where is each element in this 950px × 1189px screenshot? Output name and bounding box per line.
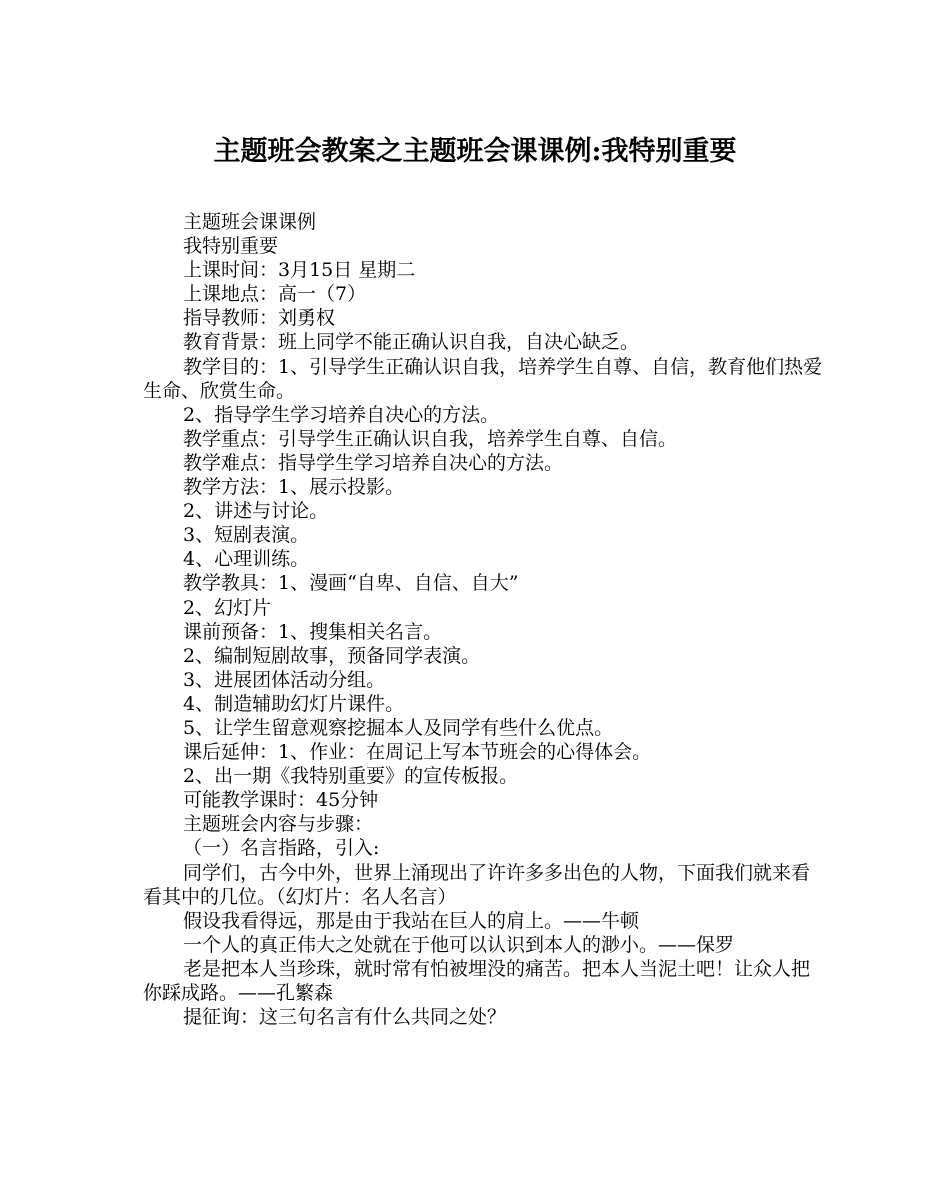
paragraph-14: 4、心理训练。 (183, 548, 310, 571)
paragraph-5: 指导教师：刘勇权 (183, 307, 336, 330)
paragraph-1: 主题班会课课例 (183, 211, 317, 233)
paragraph-30: 老是把本人当珍珠，就时常有怕被埋没的痛苦。把本人当泥土吧！让众人把你踩成路。——孔繁森 (143, 957, 811, 1004)
paragraph-27: 同学们，古今中外，世界上涌现出了许许多多出色的人物，下面我们就来看看其中的几位。（幻灯片：名人名言） (143, 861, 811, 908)
paragraph-25: 主题班会内容与步骤： (183, 813, 374, 836)
paragraph-31: 提征询：这三句名言有什么共同之处？ (183, 1006, 507, 1029)
paragraph-19: 3、进展团体活动分组。 (183, 668, 386, 691)
paragraph-15: 教学教具：1、漫画“自卑、自信、自大” (183, 572, 519, 595)
paragraph-2: 我特别重要 (183, 235, 279, 258)
paragraph-6: 教育背景：班上同学不能正确认识自我，自决心缺乏。 (183, 331, 640, 354)
paragraph-12: 2、讲述与讨论。 (183, 500, 329, 523)
paragraph-29: 一个人的真正伟大之处就在于他可以认识到本人的渺小。——保罗 (183, 933, 735, 956)
paragraph-4: 上课地点：高一（7） (183, 283, 367, 306)
paragraph-21: 5、让学生留意观察挖掘本人及同学有些什么优点。 (183, 716, 614, 739)
paragraph-22: 课后延伸：1、作业：在周记上写本节班会的心得体会。 (183, 741, 652, 764)
document-title: 主题班会教案之主题班会课课例:我特别重要 (213, 136, 737, 167)
paragraph-7: 教学目的：1、引导学生正确认识自我，培养学生自尊、自信，教育他们热爱生命、欣赏生命。 (143, 355, 823, 402)
paragraph-8: 2、指导学生学习培养自决心的方法。 (183, 403, 500, 426)
paragraph-17: 课前预备：1、搜集相关名言。 (183, 620, 443, 643)
paragraph-3: 上课时间：3月15日 星期二 (183, 259, 416, 282)
paragraph-18: 2、编制短剧故事，预备同学表演。 (183, 644, 481, 667)
paragraph-9: 教学重点：引导学生正确认识自我，培养学生自尊、自信。 (183, 427, 678, 450)
paragraph-13: 3、短剧表演。 (183, 524, 310, 547)
paragraph-16: 2、幻灯片 (183, 596, 272, 619)
paragraph-23: 2、出一期《我特别重要》的宣传板报。 (183, 765, 519, 788)
paragraph-24: 可能教学课时：45分钟 (183, 789, 379, 812)
paragraph-20: 4、制造辅助幻灯片课件。 (183, 692, 405, 715)
document-body (143, 210, 823, 1029)
paragraph-11: 教学方法：1、展示投影。 (183, 476, 405, 499)
paragraph-28: 假设我看得远，那是由于我站在巨人的肩上。——牛顿 (183, 909, 640, 932)
paragraph-26: （一）名言指路，引入: (183, 837, 380, 860)
paragraph-10: 教学难点：指导学生学习培养自决心的方法。 (183, 451, 564, 474)
